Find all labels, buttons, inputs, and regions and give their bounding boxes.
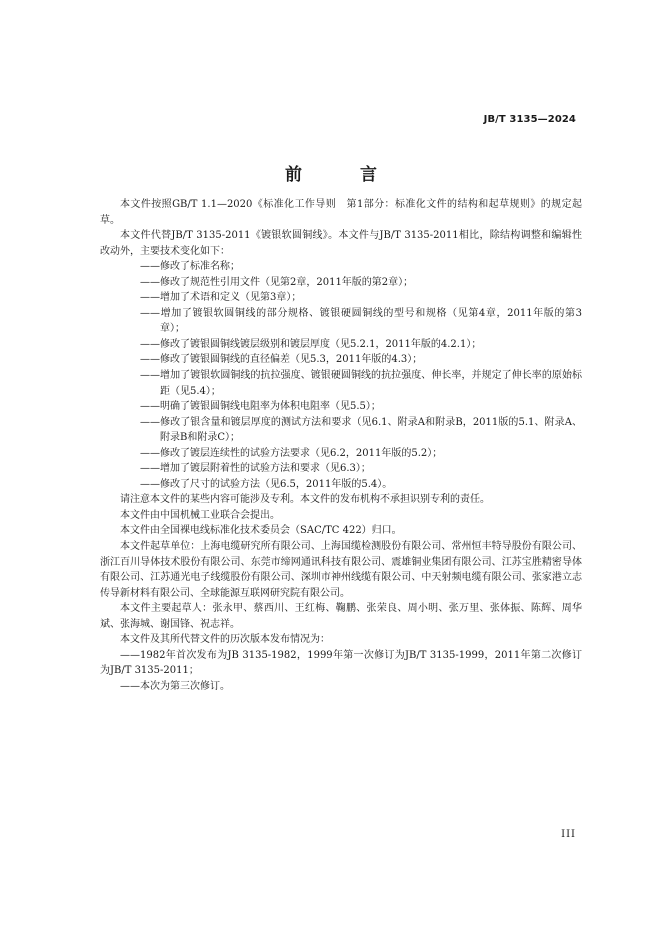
list-item: ——修改了银含量和镀层厚度的测试方法和要求（见6.1、附录A和附录B，2011版的5.1、附录A、附录B和附录C）； [140, 416, 582, 444]
paragraph-drafting-units: 本文件起草单位：上海电缆研究所有限公司、上海国缆检测股份有限公司、常州恒丰特导股份有限公司、浙江百川导体技术股份有限公司、东莞市缔网通讯科技有限公司、震雄铜业集团有限公司、江苏宝胜精密导体有限公司、江苏通光电子线缆股份有限公司、深圳市神州线缆有限公司、中天射频电缆有限公司、张家港立志传导新材料有限公司、全球能源互联网研究院有限公司。 [100, 541, 582, 599]
list-item: ——本次为第三次修订。 [120, 680, 230, 692]
changes-list [100, 259, 582, 492]
list-item: ——增加了镀银软圆铜线的部分规格、镀银硬圆铜线的型号和规格（见第4章，2011年版的第3章）； [140, 307, 582, 335]
paragraph-patent-notice: 请注意本文件的某些内容可能涉及专利。本文件的发布机构不承担识别专利的责任。 [120, 494, 490, 506]
list-item: ——增加了术语和定义（见第3章）； [140, 292, 302, 304]
paragraph-drafting-rules: 本文件按照GB/T 1.1—2020《标准化工作导则 第1部分：标准化文件的结构和起草规则》的规定起草。 [100, 199, 582, 226]
paragraph-history-intro: 本文件及其所代替文件的历次版本发布情况为： [120, 634, 330, 646]
list-item: ——1982年首次发布为JB 3135-1982，1999年第一次修订为JB/T 3135-1999，2011年第二次修订为JB/T 3135-2011； [100, 649, 582, 677]
list-item: ——修改了镀银圆铜线的直径偏差（见5.3，2011年版的4.3）； [140, 354, 423, 366]
list-item: ——修改了规范性引用文件（见第2章，2011年版的第2章）； [140, 276, 414, 288]
paragraph-proposer: 本文件由中国机械工业联合会提出。 [120, 509, 280, 521]
list-item: ——修改了镀银圆铜线镀层级别和镀层厚度（见5.2.1，2011年版的4.2.1）； [140, 338, 482, 350]
list-item: ——增加了镀银软圆铜线的抗拉强度、镀银硬圆铜线的抗拉强度、伸长率，并规定了伸长率的原始标距（见5.4）； [140, 370, 582, 397]
document-code: JB/T 3135—2024 [483, 114, 576, 125]
list-item: ——修改了标准名称； [140, 261, 240, 273]
paragraph-committee: 本文件由全国裸电线标准化技术委员会（SAC/TC 422）归口。 [120, 525, 402, 537]
page-number: III [561, 829, 576, 840]
list-item: ——明确了镀银圆铜线电阻率为体积电阻率（见5.5）； [140, 401, 381, 413]
page-title: 前 言 [285, 165, 403, 185]
paragraph-drafters: 本文件主要起草人：张永甲、蔡西川、王红梅、鞠鹏、张荣良、周小明、张万里、张体振、陈辉、周华斌、张海城、谢国锋、祝志祥。 [100, 603, 582, 630]
paragraph-replacement: 本文件代替JB/T 3135-2011《镀银软圆铜线》。本文件与JB/T 3135-2011相比，除结构调整和编辑性改动外，主要技术变化如下： [100, 230, 582, 257]
list-item: ——修改了尺寸的试验方法（见6.5，2011年版的5.4）。 [140, 478, 393, 490]
list-item: ——修改了镀层连续性的试验方法要求（见6.2，2011年版的5.2）； [140, 447, 443, 459]
foreword-body [100, 197, 582, 695]
list-item: ——增加了镀层附着性的试验方法和要求（见6.3）； [140, 463, 371, 475]
